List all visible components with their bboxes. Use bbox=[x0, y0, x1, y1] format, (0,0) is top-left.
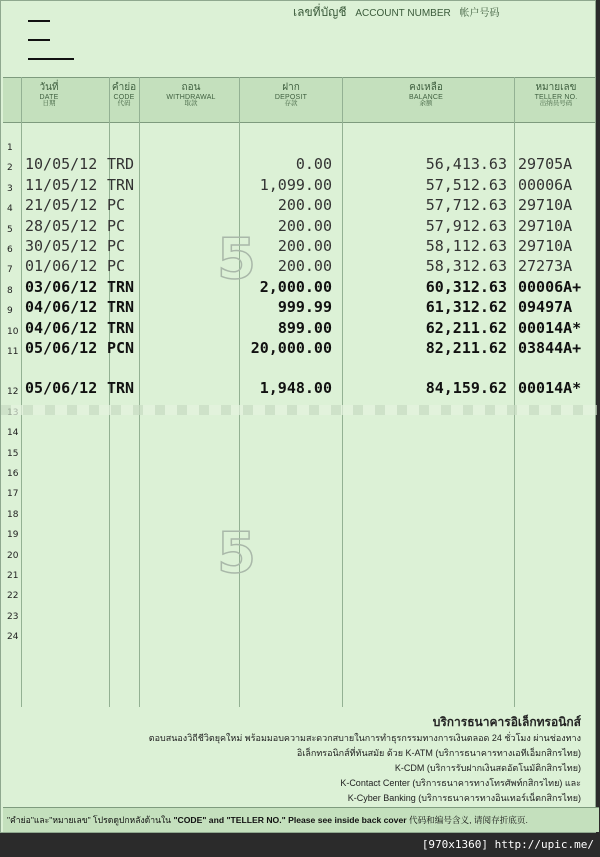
row-number: 14 bbox=[7, 428, 19, 439]
txn-date: 10/05/12 bbox=[25, 155, 98, 174]
column-divider bbox=[514, 77, 515, 707]
column-divider bbox=[139, 77, 140, 707]
row-number: 17 bbox=[7, 489, 19, 500]
row-number: 2 bbox=[7, 163, 13, 174]
row-number: 9 bbox=[7, 306, 13, 317]
row-number: 22 bbox=[7, 591, 19, 602]
row-number: 7 bbox=[7, 265, 13, 276]
header-deposit bbox=[251, 83, 331, 108]
row-number: 20 bbox=[7, 550, 19, 561]
txn-date: 05/06/12 bbox=[25, 339, 98, 357]
image-watermark: [970x1360] http://upic.me/ bbox=[421, 838, 594, 851]
row-number: 15 bbox=[7, 448, 19, 459]
txn-date: 01/06/12 bbox=[25, 257, 98, 276]
txn-teller: 27273A bbox=[518, 257, 573, 276]
txn-date: 04/06/12 bbox=[25, 318, 98, 337]
ebanking-line-3: K-CDM (บริการรับฝากเงินสดอัตโนมัติกสิกรไทย) bbox=[394, 763, 581, 773]
ebanking-line-2: อิเล็กทรอนิกส์ที่ทันสมัย ด้วย K-ATM (บริการธนาคารทางเอทีเอ็มกสิกรไทย) bbox=[296, 748, 581, 758]
account-label-chinese: 帐户号码 bbox=[459, 8, 500, 19]
txn-code: TRN bbox=[107, 277, 135, 296]
header-code-english: CODE bbox=[113, 93, 135, 101]
ebanking-line-5: K-Cyber Banking (บริการธนาคารทางอินเทอร์เน็ตกสิกรไทย) bbox=[347, 793, 581, 803]
txn-teller: 29710A bbox=[518, 237, 573, 255]
txn-teller: 09497A bbox=[518, 298, 573, 317]
txn-balance: 60,312.63 bbox=[425, 277, 507, 296]
header-teller-chinese: 出纳员号码 bbox=[539, 99, 573, 107]
txn-deposit: 2,000.00 bbox=[259, 277, 332, 296]
txn-balance: 57,712.63 bbox=[425, 196, 507, 215]
hand-mark-line-2 bbox=[28, 39, 50, 41]
txn-date: 11/05/12 bbox=[25, 175, 98, 194]
header-balance-thai: คงเหลือ bbox=[409, 82, 443, 93]
account-label-english: ACCOUNT NUMBER bbox=[355, 8, 451, 19]
txn-teller: 03844A+ bbox=[518, 339, 582, 357]
txn-date: 05/06/12 bbox=[25, 379, 98, 398]
page-marker-lower: 5 bbox=[217, 521, 256, 586]
row-number: 16 bbox=[7, 469, 19, 479]
header-date-english: DATE bbox=[39, 93, 59, 101]
txn-deposit: 1,099.00 bbox=[259, 175, 332, 194]
page-marker-upper: 5 bbox=[217, 227, 256, 292]
txn-deposit: 20,000.00 bbox=[250, 339, 332, 357]
txn-date: 04/06/12 bbox=[25, 298, 98, 317]
txn-date: 03/06/12 bbox=[25, 277, 98, 296]
code-note-thai: "คำย่อ"และ"หมายเลข" โปรดดูปกหลังด้านใน bbox=[7, 815, 172, 825]
row-number: 3 bbox=[7, 183, 13, 194]
txn-balance: 58,312.63 bbox=[425, 257, 507, 276]
txn-deposit: 0.00 bbox=[295, 155, 332, 174]
txn-teller: 00014A* bbox=[518, 379, 582, 398]
txn-code: TRN bbox=[107, 379, 135, 398]
txn-deposit: 899.00 bbox=[277, 318, 332, 337]
txn-code: TRD bbox=[107, 155, 135, 174]
header-date-chinese: 日期 bbox=[42, 99, 56, 107]
txn-code: PC bbox=[107, 216, 126, 235]
txn-code: PCN bbox=[107, 339, 135, 357]
header-deposit-english: DEPOSIT bbox=[274, 93, 308, 101]
txn-code: TRN bbox=[107, 298, 135, 317]
txn-date: 28/05/12 bbox=[25, 216, 98, 235]
header-balance-chinese: 余额 bbox=[419, 99, 433, 107]
header-teller-english: TELLER NO. bbox=[534, 93, 578, 101]
txn-code: PC bbox=[107, 196, 126, 215]
account-number-label bbox=[293, 3, 506, 22]
txn-teller: 00006A+ bbox=[518, 277, 582, 296]
header-withdrawal-thai: ถอน bbox=[181, 82, 201, 93]
row-number: 1 bbox=[7, 143, 13, 153]
txn-teller: 00014A* bbox=[518, 318, 582, 337]
txn-balance: 62,211.62 bbox=[425, 318, 507, 337]
ebanking-info bbox=[149, 713, 581, 806]
header-code bbox=[107, 83, 141, 108]
column-divider bbox=[21, 77, 22, 707]
row-number: 6 bbox=[7, 245, 13, 255]
txn-balance: 57,512.63 bbox=[425, 175, 507, 194]
txn-teller: 00006A bbox=[518, 175, 573, 194]
header-balance-english: BALANCE bbox=[408, 93, 444, 101]
header-withdrawal-english: WITHDRAWAL bbox=[166, 93, 216, 101]
header-code-thai: คำย่อ bbox=[111, 82, 137, 93]
header-deposit-chinese: 存款 bbox=[284, 99, 298, 107]
row-number: 24 bbox=[7, 632, 19, 643]
txn-deposit: 1,948.00 bbox=[259, 379, 332, 398]
hand-mark-line-3 bbox=[28, 58, 74, 60]
header-code-chinese: 代码 bbox=[117, 99, 131, 107]
header-withdrawal-chinese: 取款 bbox=[184, 99, 198, 107]
row-number: 10 bbox=[7, 326, 19, 337]
txn-balance: 56,413.63 bbox=[425, 155, 507, 174]
header-date bbox=[23, 83, 75, 108]
txn-deposit: 999.99 bbox=[277, 298, 332, 317]
row-number: 4 bbox=[7, 204, 13, 215]
row-number: 19 bbox=[7, 530, 19, 541]
ebanking-line-1: ตอบสนองวิถีชีวิตยุคใหม่ พร้อมมอบความสะดวกสบายในการทำธุรกรรมทางการเงินตลอด 24 ชั่วโมง ผ่านช่องทาง bbox=[148, 733, 581, 743]
column-divider bbox=[342, 77, 343, 707]
header-deposit-thai: ฝาก bbox=[282, 82, 300, 93]
txn-balance: 57,912.63 bbox=[425, 216, 507, 235]
perforation-line bbox=[1, 405, 597, 415]
row-number: 8 bbox=[7, 285, 13, 296]
header-balance bbox=[386, 83, 466, 108]
txn-code: PC bbox=[107, 257, 126, 276]
header-teller-thai: หมายเลข bbox=[535, 82, 577, 93]
row-number: 12 bbox=[7, 387, 19, 398]
ebanking-title: บริการธนาคารอิเล็กทรอนิกส์ bbox=[432, 715, 581, 729]
txn-deposit: 200.00 bbox=[277, 257, 332, 276]
txn-code: PC bbox=[107, 237, 126, 255]
txn-balance: 61,312.62 bbox=[425, 298, 507, 317]
txn-deposit: 200.00 bbox=[277, 216, 332, 235]
txn-code: TRN bbox=[107, 175, 135, 194]
header-teller bbox=[519, 83, 593, 108]
txn-teller: 29710A bbox=[518, 216, 573, 235]
txn-code: TRN bbox=[107, 318, 135, 337]
ebanking-line-4: K-Contact Center (บริการธนาคารทางโทรศัพท์กสิกรไทย) และ bbox=[340, 778, 581, 788]
hand-mark-line-1 bbox=[28, 20, 50, 22]
txn-date: 30/05/12 bbox=[25, 237, 98, 255]
txn-deposit: 200.00 bbox=[277, 237, 332, 255]
txn-teller: 29710A bbox=[518, 196, 573, 215]
row-number: 23 bbox=[7, 611, 19, 622]
code-note-chinese: 代码和编号含义, 请阅存折底页. bbox=[408, 815, 528, 825]
row-number: 11 bbox=[7, 347, 19, 357]
header-withdrawal bbox=[151, 83, 231, 108]
txn-date: 21/05/12 bbox=[25, 196, 98, 215]
txn-deposit: 200.00 bbox=[277, 196, 332, 215]
row-number: 21 bbox=[7, 571, 19, 581]
account-label-thai: เลขที่บัญชี bbox=[293, 5, 347, 19]
txn-teller: 29705A bbox=[518, 155, 573, 174]
txn-balance: 58,112.63 bbox=[425, 237, 507, 255]
row-number: 18 bbox=[7, 509, 19, 520]
code-note-strip bbox=[3, 807, 599, 832]
txn-balance: 84,159.62 bbox=[425, 379, 507, 398]
header-date-thai: วันที่ bbox=[39, 82, 59, 93]
row-number: 5 bbox=[7, 224, 13, 235]
txn-balance: 82,211.62 bbox=[425, 339, 507, 357]
code-note-english: "CODE" and "TELLER NO." Please see inside back cover bbox=[173, 815, 407, 825]
